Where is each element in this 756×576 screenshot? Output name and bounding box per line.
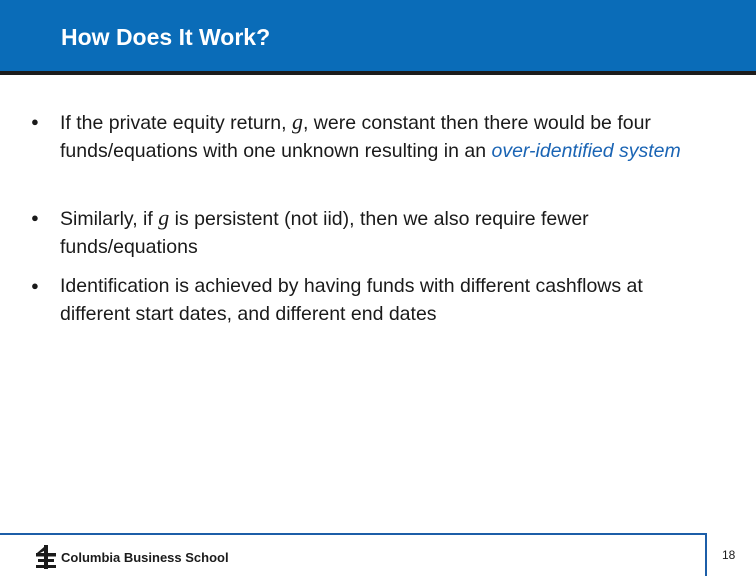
highlighted-term: over-identified system [491, 140, 681, 162]
header-divider [0, 71, 756, 75]
logo-text: Columbia Business School [61, 549, 229, 565]
bullet-dot-icon: ● [31, 210, 39, 225]
slide-title: How Does It Work? [61, 24, 271, 50]
bullet-text-part: If the private equity return, [60, 112, 292, 134]
math-variable: g [158, 205, 170, 230]
bullet-text [60, 204, 700, 261]
columbia-business-school-logo [35, 545, 229, 569]
bullet-text: Identification is achieved by having funds with different cashflows at different start dates, and different end dates [60, 275, 643, 325]
bullet-dot-icon: ● [31, 114, 39, 129]
math-variable: g [291, 109, 303, 134]
columbia-crown-icon [35, 545, 57, 569]
footer-divider [0, 533, 705, 535]
slide-header [0, 0, 756, 71]
bullet-text-part: Similarly, if [60, 208, 159, 230]
bullet-text [60, 108, 700, 165]
bullet-text-part: , were constant then there would be four funds/equations with one unknown resulting in an [60, 112, 651, 162]
bullet-dot-icon: ● [31, 278, 39, 293]
bullet-text-part: is persistent (not iid), then we also require fewer funds/equations [60, 208, 589, 258]
footer-vertical-divider [705, 533, 707, 576]
page-number: 18 [722, 548, 736, 562]
